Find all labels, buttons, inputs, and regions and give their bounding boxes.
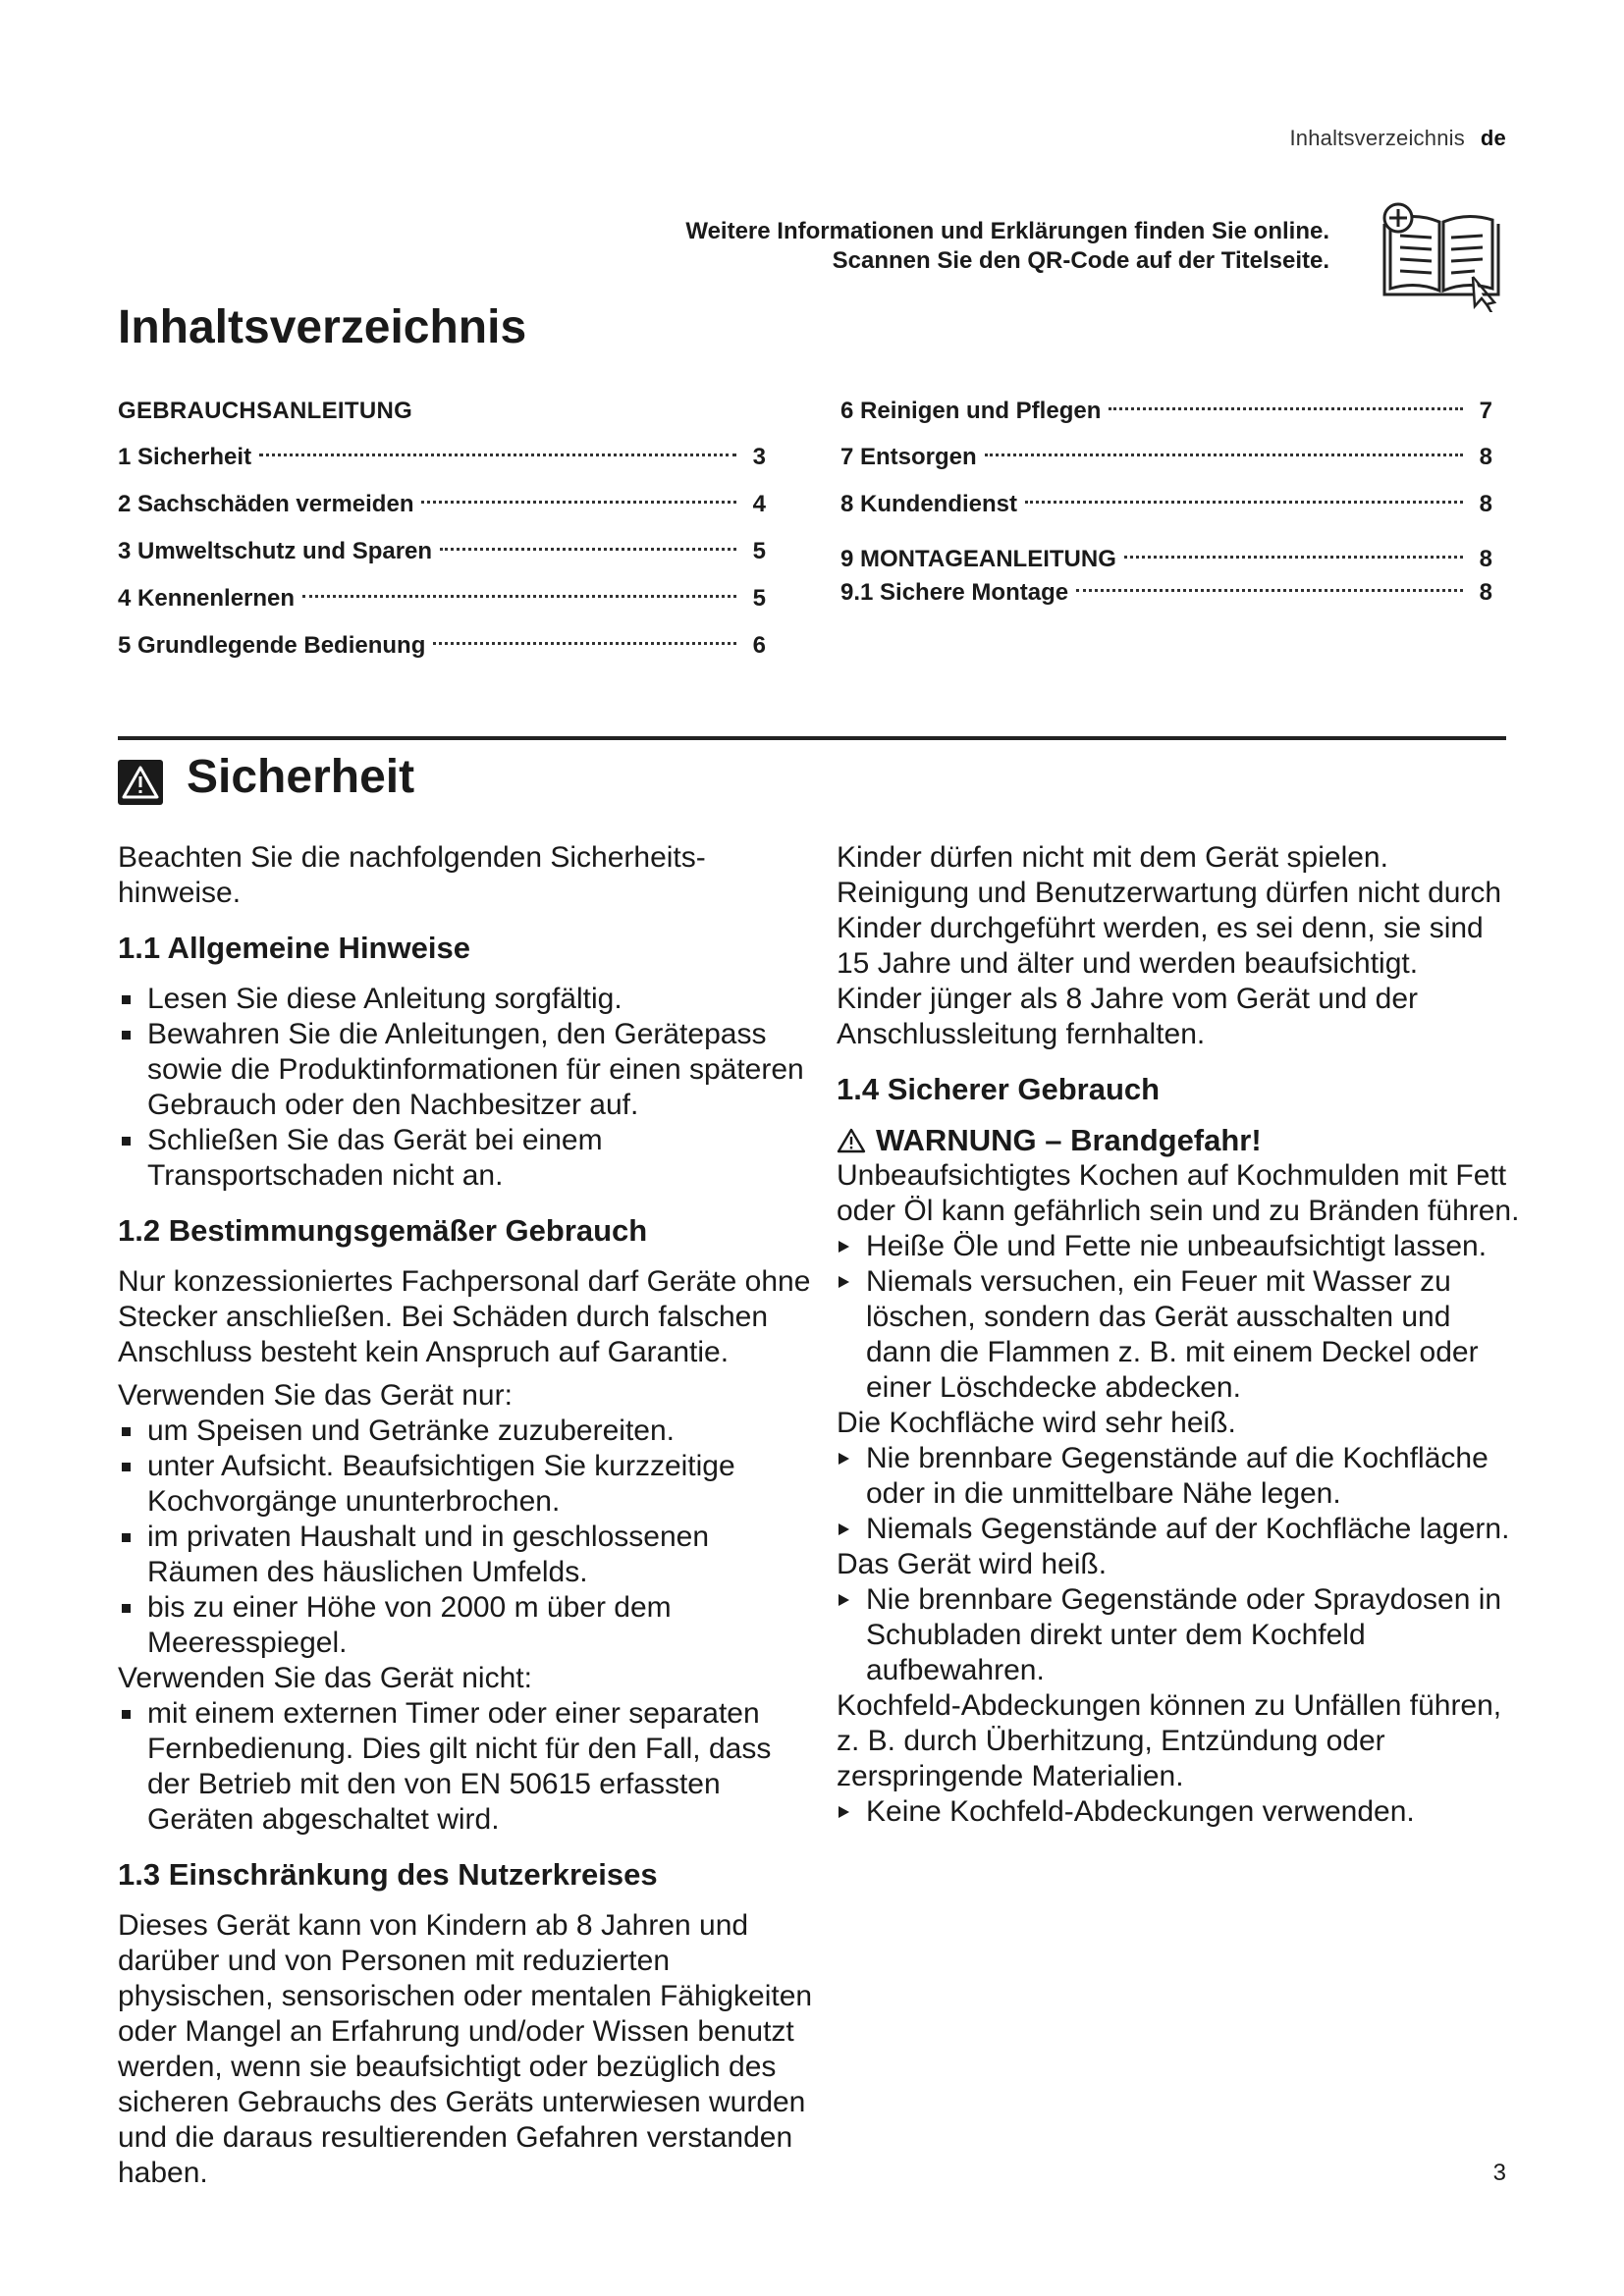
- list-item: Nie brennbare Gegenstände auf die Kochfläche oder in die unmittelbare Nähe legen.: [837, 1441, 1524, 1512]
- toc-leader-dots: [1025, 501, 1463, 504]
- toc-entry[interactable]: [840, 481, 1492, 528]
- list-item: Heiße Öle und Fette nie unbeaufsichtigt lassen.: [837, 1229, 1524, 1264]
- instruction-steps: [837, 1794, 1524, 1830]
- toc-entry-page: 8: [1479, 579, 1492, 606]
- list-item: im privaten Haushalt und in geschlossenen Räumen des häuslichen Umfelds.: [118, 1520, 815, 1590]
- body-column-left: [118, 840, 815, 2191]
- toc-leader-dots: [1076, 589, 1463, 592]
- paragraph: Kinder dürfen nicht mit dem Gerät spielen.: [837, 841, 1388, 874]
- toc-entry-label: 7 Entsorgen: [840, 444, 977, 470]
- paragraph: Verwenden Sie das Gerät nur:: [118, 1379, 513, 1412]
- subsection-title-1-4: 1.4 Sicherer Gebrauch: [837, 1072, 1161, 1106]
- section-intro: Beachten Sie die nachfolgenden Sicherheits-hinweise.: [118, 841, 706, 909]
- toc-entry-page: 8: [1479, 491, 1492, 517]
- subsection-title-1-3: 1.3 Einschränkung des Nutzerkreises: [118, 1857, 658, 1892]
- list-item: Schließen Sie das Gerät bei einem Transportschaden nicht an.: [118, 1123, 815, 1194]
- list-item: um Speisen und Getränke zuzubereiten.: [118, 1414, 815, 1449]
- toc-entry-page: 8: [1479, 444, 1492, 470]
- toc-leader-dots: [433, 642, 736, 645]
- paragraph: Die Kochfläche wird sehr heiß.: [837, 1407, 1236, 1439]
- online-info-line-2: Scannen Sie den QR-Code auf der Titelseite.: [832, 247, 1329, 274]
- toc-entry-page: 3: [752, 444, 766, 470]
- toc-entry[interactable]: [840, 434, 1492, 481]
- list-item: Keine Kochfeld-Abdeckungen verwenden.: [837, 1794, 1524, 1830]
- paragraph: Kinder jünger als 8 Jahre vom Gerät und der Anschlussleitung fernhalten.: [837, 983, 1418, 1050]
- warning-triangle-icon: [837, 1128, 866, 1153]
- section-divider: [118, 736, 1506, 740]
- general-notes-list: [118, 982, 815, 1194]
- spacer: [118, 1370, 815, 1378]
- body-column-right: [837, 840, 1524, 1830]
- paragraph: Verwenden Sie das Gerät nicht:: [118, 1662, 532, 1694]
- toc-leader-dots: [421, 501, 736, 504]
- toc-entry-label: 3 Umweltschutz und Sparen: [118, 538, 433, 564]
- warning-triangle-icon: [118, 760, 163, 805]
- running-header: [1289, 126, 1506, 151]
- list-item: Niemals Gegenstände auf der Kochfläche lagern.: [837, 1512, 1524, 1547]
- toc-leader-dots: [440, 548, 736, 551]
- toc-entry-label: 9 MONTAGEANLEITUNG: [840, 546, 1116, 572]
- toc-entry[interactable]: [840, 389, 1492, 434]
- list-item: unter Aufsicht. Beaufsichtigen Sie kurzzeitige Kochvorgänge ununterbrochen.: [118, 1449, 815, 1520]
- list-item: Nie brennbare Gegenstände oder Spraydosen in Schubladen direkt unter dem Kochfeld aufbewahren.: [837, 1582, 1524, 1688]
- section-title: Sicherheit: [187, 751, 415, 803]
- toc-leader-dots: [1124, 556, 1463, 559]
- page-number: 3: [1492, 2160, 1506, 2186]
- paragraph: Kochfeld-Abdeckungen können zu Unfällen führen, z. B. durch Überhitzung, Entzündung oder zerspringende Materialien.: [837, 1689, 1502, 1792]
- toc-title: Inhaltsverzeichnis: [118, 301, 527, 353]
- header-section-title: Inhaltsverzeichnis: [1289, 126, 1465, 150]
- instruction-steps: [837, 1441, 1524, 1547]
- paragraph: Dieses Gerät kann von Kindern ab 8 Jahren und darüber und von Personen mit reduzierten physischen, sensorischen oder mentalen Fähigkeiten oder Mangel an Erfahrung und/oder Wissen benutzt werden, wenn sie beaufsichtigt oder bezüglich des sicheren Gebrauchs des Geräts unterwiesen wurden und die daraus resultierenden Gefahren verstanden haben.: [118, 1909, 813, 2189]
- toc-spacer: [840, 528, 1492, 540]
- subsection-title-1-2: 1.2 Bestimmungsgemäßer Gebrauch: [118, 1213, 648, 1248]
- toc-entry-page: 4: [752, 491, 766, 517]
- online-info-line-1: Weitere Informationen und Erklärungen finden Sie online.: [685, 218, 1329, 244]
- toc-entry[interactable]: [118, 575, 766, 622]
- toc-leader-dots: [985, 454, 1463, 456]
- toc-entry[interactable]: [118, 434, 766, 481]
- toc-entry-page: 5: [752, 585, 766, 612]
- toc-entry-label: 6 Reinigen und Pflegen: [840, 398, 1102, 424]
- warning-label: [837, 1123, 1524, 1158]
- toc-entry[interactable]: [118, 481, 766, 528]
- warning-text: WARNUNG – Brandgefahr!: [876, 1123, 1262, 1157]
- toc-entry[interactable]: [118, 528, 766, 575]
- online-manual-book-icon: [1377, 196, 1506, 312]
- allowed-use-list: [118, 1414, 815, 1661]
- toc-entry-label: 9.1 Sichere Montage: [840, 579, 1069, 606]
- paragraph: Nur konzessioniertes Fachpersonal darf Geräte ohne Stecker anschließen. Bei Schäden durch falschen Anschluss besteht kein Anspruch auf Garantie.: [118, 1265, 811, 1368]
- toc-entry-page: 6: [752, 632, 766, 659]
- toc-column-left: [118, 389, 766, 669]
- list-item: Lesen Sie diese Anleitung sorgfältig.: [118, 982, 815, 1017]
- list-item: Bewahren Sie die Anleitungen, den Gerätepass sowie die Produktinformationen für einen späteren Gebrauch oder den Nachbesitzer auf.: [118, 1017, 815, 1123]
- toc-leader-dots: [302, 595, 736, 598]
- forbidden-use-list: [118, 1696, 815, 1838]
- list-item: bis zu einer Höhe von 2000 m über dem Meeresspiegel.: [118, 1590, 815, 1661]
- paragraph: Reinigung und Benutzerwartung dürfen nicht durch Kinder durchgeführt werden, es sei denn, sie sind 15 Jahre und älter und werden beaufsichtigt.: [837, 877, 1502, 980]
- toc-entry-label: 1 Sicherheit: [118, 444, 252, 470]
- toc-entry-page: 5: [752, 538, 766, 564]
- list-item: Niemals versuchen, ein Feuer mit Wasser zu löschen, sondern das Gerät ausschalten und dann die Flammen z. B. mit einem Deckel oder einer Löschdecke abdecken.: [837, 1264, 1524, 1406]
- toc-heading: GEBRAUCHSANLEITUNG: [118, 398, 413, 424]
- toc-entry-label: 4 Kennenlernen: [118, 585, 296, 612]
- toc-entry-label: 5 Grundlegende Bedienung: [118, 632, 426, 659]
- toc-leader-dots: [259, 454, 736, 456]
- toc-entry-label: 2 Sachschäden vermeiden: [118, 491, 414, 517]
- toc-leader-dots: [1109, 407, 1463, 410]
- subsection-title-1-1: 1.1 Allgemeine Hinweise: [118, 931, 470, 965]
- toc-entry-page: 8: [1479, 546, 1492, 572]
- toc-entry[interactable]: [118, 622, 766, 669]
- header-language-code: de: [1480, 126, 1506, 150]
- toc-entry-page: 7: [1479, 398, 1492, 424]
- instruction-steps: [837, 1229, 1524, 1406]
- online-info-note: [685, 217, 1329, 276]
- toc-entry[interactable]: [840, 573, 1492, 613]
- toc-column-right: [840, 389, 1492, 613]
- instruction-steps: [837, 1582, 1524, 1688]
- toc-entry-label: 8 Kundendienst: [840, 491, 1018, 517]
- list-item: mit einem externen Timer oder einer separaten Fernbedienung. Dies gilt nicht für den Fall, dass der Betrieb mit den von EN 50615 erfassten Geräten abgeschaltet wird.: [118, 1696, 815, 1838]
- paragraph: Unbeaufsichtigtes Kochen auf Kochmulden mit Fett oder Öl kann gefährlich sein und zu Bränden führen.: [837, 1159, 1520, 1227]
- paragraph: Das Gerät wird heiß.: [837, 1548, 1108, 1580]
